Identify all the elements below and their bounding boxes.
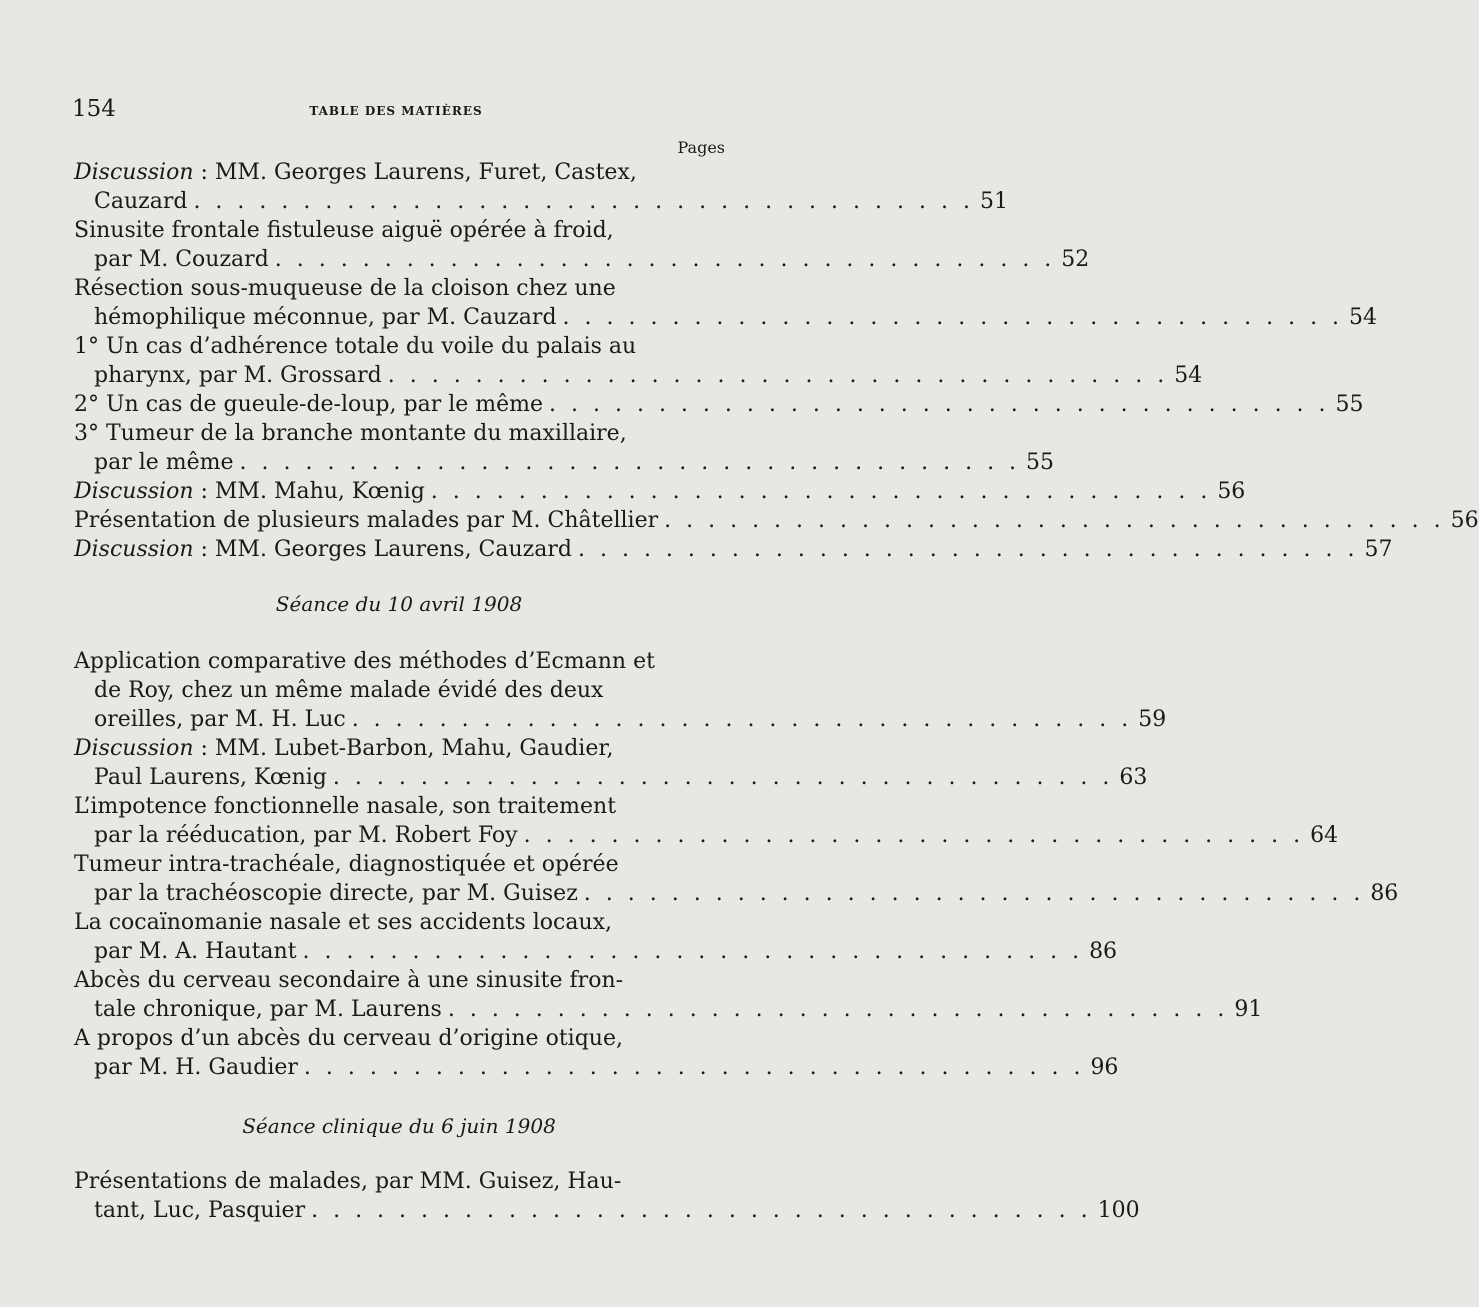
entry-line <box>74 419 724 448</box>
pages-column-label: Pages <box>677 138 725 157</box>
table-of-contents <box>74 158 1479 1225</box>
entry-text-part: hémophilique méconnue, par M. Cauzard <box>94 305 557 330</box>
entry-text <box>94 763 327 792</box>
toc-entry <box>74 647 1167 734</box>
toc-entry <box>74 390 1364 419</box>
toc-leader-line <box>74 937 1118 966</box>
page-reference: 96 <box>1090 1055 1119 1080</box>
entry-text-part: par la rééducation, par M. Robert Foy <box>94 823 518 848</box>
entries-group-3 <box>74 1167 1140 1225</box>
section-heading: Séance clinique du 6 juin 1908 <box>242 1114 556 1138</box>
entry-text-part: L’impotence fonctionnelle nasale, son traitement <box>74 794 617 819</box>
entry-line <box>74 647 724 676</box>
discussion-label: Discussion <box>74 736 194 761</box>
entry-text <box>94 361 382 390</box>
page-reference: 64 <box>1310 823 1339 848</box>
entry-text <box>94 448 234 477</box>
toc-leader-line <box>74 1053 1119 1082</box>
entry-line <box>74 676 724 705</box>
dot-leader: . . . . . . . . . . . . . . . . . . . . . . . . . . . . . . . . . . . . <box>332 765 1114 790</box>
page-reference: 54 <box>1349 305 1378 330</box>
entry-text <box>94 995 442 1024</box>
entry-text-part: Présentation de plusieurs malades par M. Châtellier <box>74 508 659 533</box>
toc-entry <box>74 158 1008 216</box>
entry-text <box>74 506 658 535</box>
page-reference: 55 <box>1335 392 1364 417</box>
toc-leader-line <box>74 879 1399 908</box>
toc-entry <box>74 1167 1140 1225</box>
entry-line <box>74 908 724 937</box>
dot-leader: . . . . . . . . . . . . . . . . . . . . . . . . . . . . . . . . . . . . <box>311 1198 1092 1223</box>
toc-leader-line <box>74 1196 1140 1225</box>
entry-line <box>74 792 724 821</box>
toc-leader-line <box>74 477 1246 506</box>
entry-text-part: 2° Un cas de gueule-de-loup, par le même <box>74 392 544 417</box>
dot-leader: . . . . . . . . . . . . . . . . . . . . . . . . . . . . . . . . . . . . <box>549 392 1330 417</box>
entry-line <box>74 216 724 245</box>
dot-leader: . . . . . . . . . . . . . . . . . . . . . . . . . . . . . . . . . . . . <box>239 450 1021 475</box>
toc-entry <box>74 966 1263 1024</box>
page-reference: 51 <box>979 189 1008 214</box>
toc-leader-line <box>74 361 1203 390</box>
entry-text <box>94 937 297 966</box>
toc-entry <box>74 332 1203 390</box>
entry-text-part: 3° Tumeur de la branche montante du maxillaire, <box>74 421 627 446</box>
discussion-label: Discussion <box>74 479 194 504</box>
entry-text-part: de Roy, chez un même malade évidé des deux <box>94 678 604 703</box>
dot-leader: . . . . . . . . . . . . . . . . . . . . . . . . . . . . . . . . . . . . <box>274 247 1056 272</box>
running-head: TABLE DES MATIÈRES <box>309 104 483 118</box>
toc-leader-line <box>74 821 1339 850</box>
toc-entry <box>74 477 1246 506</box>
entry-line <box>74 966 724 995</box>
entry-text-part: Application comparative des méthodes d’Ecmann et <box>74 649 655 674</box>
entry-text-part: : MM. Lubet-Barbon, Mahu, Gaudier, <box>193 736 614 761</box>
toc-leader-line <box>74 535 1393 564</box>
entry-text-part: tant, Luc, Pasquier <box>94 1198 306 1223</box>
entry-text-part: oreilles, par M. H. Luc <box>94 707 346 732</box>
entries-group-1 <box>74 158 1479 564</box>
page-number: 154 <box>72 96 116 122</box>
dot-leader: . . . . . . . . . . . . . . . . . . . . . . . . . . . . . . . . . . . . <box>577 537 1359 562</box>
dot-leader: . . . . . . . . . . . . . . . . . . . . . . . . . . . . . . . . . . . . <box>583 881 1365 906</box>
discussion-label: Discussion <box>74 160 194 185</box>
entry-text <box>94 1053 298 1082</box>
toc-leader-line <box>74 245 1090 274</box>
entry-text <box>94 821 518 850</box>
toc-leader-line <box>74 763 1148 792</box>
toc-entry <box>74 850 1399 908</box>
toc-leader-line <box>74 448 1055 477</box>
dot-leader: . . . . . . . . . . . . . . . . . . . . . . . . . . . . . . . . . . . . <box>302 939 1084 964</box>
toc-entry <box>74 506 1479 535</box>
entry-text <box>94 187 187 216</box>
entry-text-part: Cauzard <box>94 189 188 214</box>
discussion-label: Discussion <box>74 537 194 562</box>
entry-text <box>74 390 543 419</box>
dot-leader: . . . . . . . . . . . . . . . . . . . . . . . . . . . . . . . . . . . . <box>193 189 974 214</box>
toc-leader-line <box>74 995 1263 1024</box>
page-reference: 63 <box>1119 765 1148 790</box>
entry-line <box>74 850 724 879</box>
entry-text <box>74 477 425 506</box>
toc-entry <box>74 216 1090 274</box>
dot-leader: . . . . . . . . . . . . . . . . . . . . . . . . . . . . . . . . . . . . <box>447 997 1229 1022</box>
entry-text <box>94 245 269 274</box>
page-reference: 55 <box>1026 450 1055 475</box>
entry-text <box>74 535 572 564</box>
entry-text-part: tale chronique, par M. Laurens <box>94 997 442 1022</box>
dot-leader: . . . . . . . . . . . . . . . . . . . . . . . . . . . . . . . . . . . . <box>351 707 1133 732</box>
entry-text-part: La cocaïnomanie nasale et ses accidents locaux, <box>74 910 613 935</box>
page-reference: 52 <box>1061 247 1090 272</box>
entry-text-part: : MM. Mahu, Kœnig <box>193 479 425 504</box>
dot-leader: . . . . . . . . . . . . . . . . . . . . . . . . . . . . . . . . . . . . <box>387 363 1169 388</box>
entry-text-part: par M. Couzard <box>94 247 269 272</box>
entries-group-2 <box>74 647 1399 1082</box>
toc-entry <box>74 274 1378 332</box>
toc-entry <box>74 908 1118 966</box>
entry-text-part: : MM. Georges Laurens, Furet, Castex, <box>193 160 637 185</box>
entry-line <box>74 332 724 361</box>
dot-leader: . . . . . . . . . . . . . . . . . . . . . . . . . . . . . . . . . . . . <box>430 479 1212 504</box>
toc-entry <box>74 734 1148 792</box>
entry-line <box>74 274 724 303</box>
page-reference: 91 <box>1234 997 1263 1022</box>
toc-entry <box>74 1024 1119 1082</box>
toc-leader-line <box>74 390 1364 419</box>
entry-text-part: 1° Un cas d’adhérence totale du voile du palais au <box>74 334 637 359</box>
entry-line <box>74 1167 724 1196</box>
page-reference: 86 <box>1370 881 1399 906</box>
entry-line <box>74 1024 724 1053</box>
entry-text-part: pharynx, par M. Grossard <box>94 363 382 388</box>
page-reference: 86 <box>1089 939 1118 964</box>
toc-entry <box>74 419 1055 477</box>
toc-entry <box>74 535 1393 564</box>
entry-line <box>74 734 724 763</box>
entry-text-part: Abcès du cerveau secondaire à une sinusite fron- <box>74 968 624 993</box>
toc-leader-line <box>74 705 1167 734</box>
entry-text-part: Résection sous-muqueuse de la cloison chez une <box>74 276 616 301</box>
entry-text-part: : MM. Georges Laurens, Cauzard <box>193 537 572 562</box>
dot-leader: . . . . . . . . . . . . . . . . . . . . . . . . . . . . . . . . . . . . <box>523 823 1305 848</box>
entry-text <box>94 1196 305 1225</box>
entry-text <box>94 303 557 332</box>
toc-entry <box>74 792 1339 850</box>
entry-text-part: A propos d’un abcès du cerveau d’origine otique, <box>74 1026 623 1051</box>
entry-line <box>74 158 724 187</box>
page-header <box>72 96 720 126</box>
entry-text-part: par M. A. Hautant <box>94 939 297 964</box>
toc-leader-line <box>74 506 1479 535</box>
entry-text-part: Présentations de malades, par MM. Guisez, Hau- <box>74 1169 622 1194</box>
page-reference: 56 <box>1450 508 1479 533</box>
page-reference: 59 <box>1138 707 1167 732</box>
page-reference: 56 <box>1217 479 1246 504</box>
dot-leader: . . . . . . . . . . . . . . . . . . . . . . . . . . . . . . . . . . . . <box>303 1055 1085 1080</box>
toc-leader-line <box>74 187 1008 216</box>
entry-text-part: par le même <box>94 450 234 475</box>
page-reference: 54 <box>1174 363 1203 388</box>
dot-leader: . . . . . . . . . . . . . . . . . . . . . . . . . . . . . . . . . . . . <box>664 508 1445 533</box>
section-heading: Séance du 10 avril 1908 <box>275 592 523 616</box>
entry-text-part: Sinusite frontale fistuleuse aiguë opérée à froid, <box>74 218 614 243</box>
entry-text-part: par la trachéoscopie directe, par M. Guisez <box>94 881 578 906</box>
page-reference: 57 <box>1364 537 1393 562</box>
toc-leader-line <box>74 303 1378 332</box>
entry-text <box>94 879 578 908</box>
entry-text-part: par M. H. Gaudier <box>94 1055 298 1080</box>
page-reference: 100 <box>1097 1198 1140 1223</box>
entry-text <box>94 705 346 734</box>
entry-text-part: Tumeur intra-trachéale, diagnostiquée et opérée <box>74 852 619 877</box>
entry-text-part: Paul Laurens, Kœnig <box>94 765 327 790</box>
dot-leader: . . . . . . . . . . . . . . . . . . . . . . . . . . . . . . . . . . . . <box>562 305 1344 330</box>
